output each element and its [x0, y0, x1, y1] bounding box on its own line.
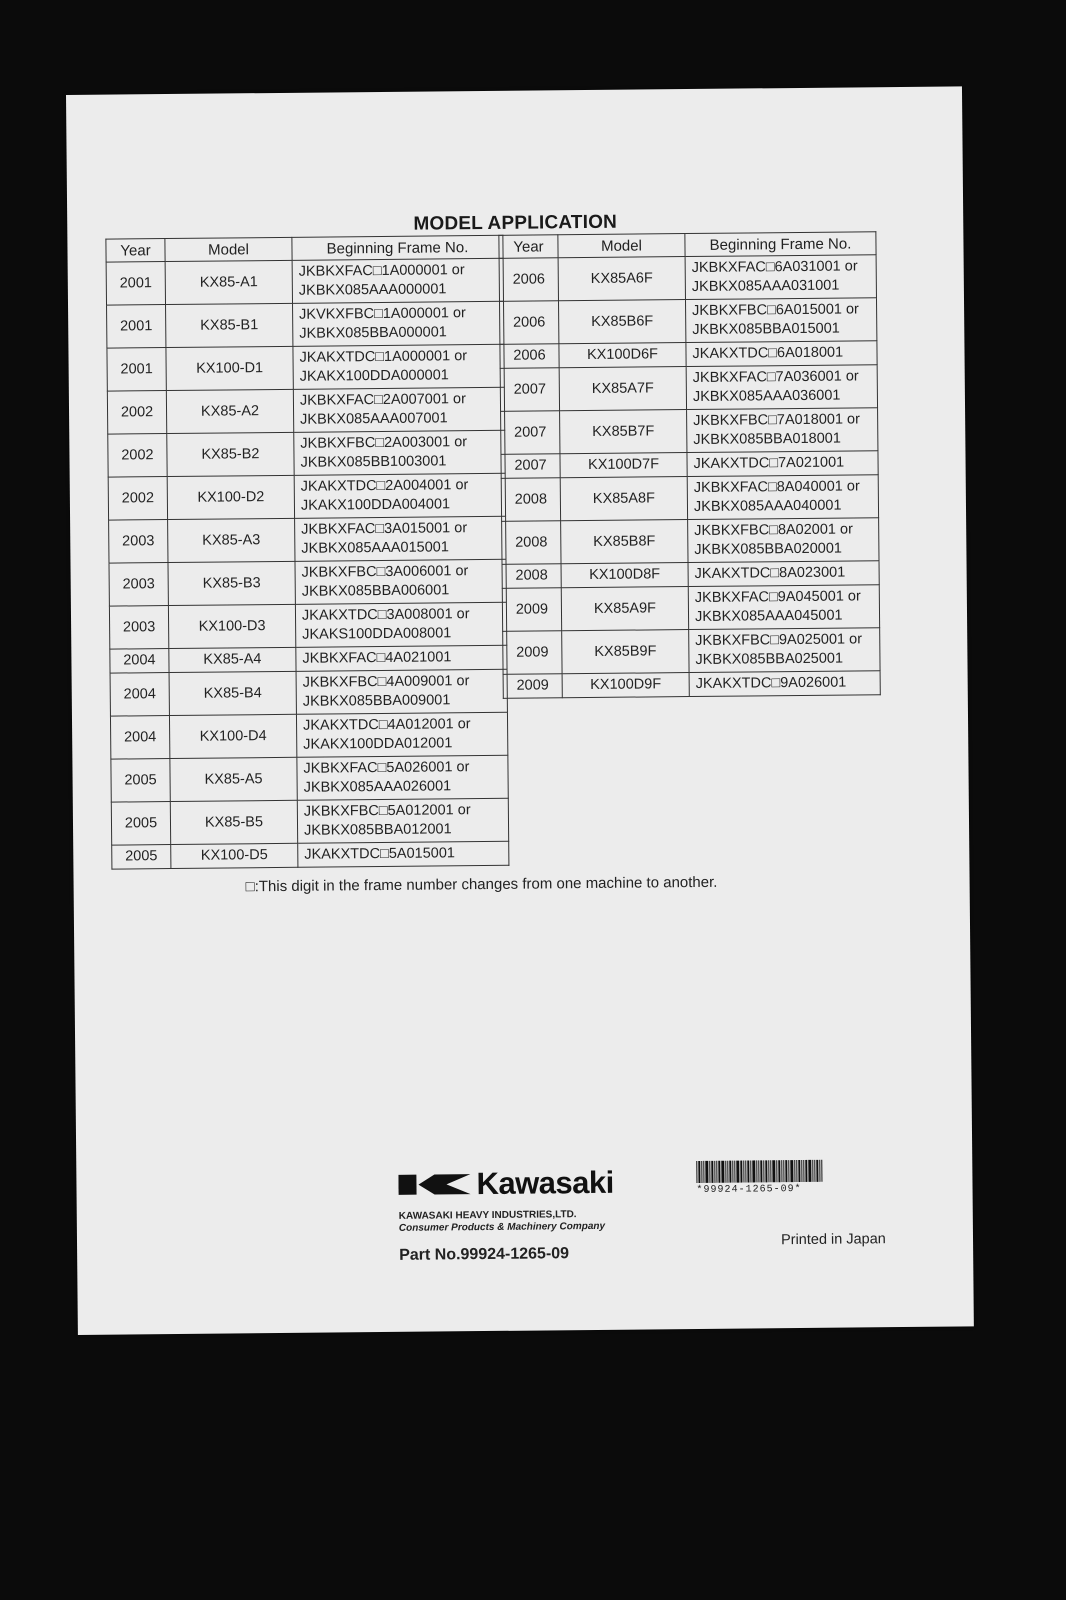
frame-number-line: JKBKX085BBA025001 — [695, 650, 844, 668]
cell-year: 2004 — [110, 716, 169, 760]
cell-year: 2006 — [499, 258, 558, 302]
cell-year: 2008 — [501, 478, 560, 522]
barcode-bar — [750, 1160, 751, 1182]
cell-model: KX100-D5 — [171, 843, 298, 868]
barcode-bar — [729, 1161, 731, 1183]
barcode-bar — [763, 1160, 764, 1182]
barcode-bar — [736, 1161, 739, 1183]
cell-year: 2004 — [110, 649, 169, 674]
table-row — [109, 559, 506, 606]
table-row — [107, 301, 504, 348]
frame-number-line: JKBKX085BBA009001 — [302, 692, 451, 710]
cell-year: 2002 — [108, 434, 167, 478]
cell-model: KX85B6F — [558, 300, 685, 344]
cell-model: KX85-A4 — [169, 647, 296, 672]
frame-number-line: JKBKX085BBA000001 — [299, 324, 447, 342]
cell-model: KX85-A2 — [166, 389, 293, 433]
table-row — [501, 408, 878, 455]
cell-frame-number — [298, 841, 509, 867]
company-name: KAWASAKI HEAVY INDUSTRIES,LTD. — [398, 1209, 577, 1222]
frame-number-line: JKAKXTDC□8A023001 — [694, 564, 846, 582]
cell-frame-number — [296, 712, 507, 757]
cell-year: 2007 — [501, 454, 560, 479]
barcode-bar — [783, 1160, 784, 1182]
barcode-bar — [756, 1160, 757, 1182]
table-row — [109, 516, 506, 563]
cell-frame-number — [292, 258, 503, 303]
cell-model: KX85-B3 — [168, 561, 295, 605]
barcode-bar — [703, 1161, 704, 1183]
frame-number-line: JKBKX085BBA020001 — [694, 540, 842, 558]
footnote: □:This digit in the frame number changes from one machine to another. — [245, 873, 718, 896]
cell-year: 2001 — [107, 305, 166, 349]
cell-model: KX100-D1 — [166, 346, 293, 390]
frame-number-line: JKBKXFBC□3A006001 or — [301, 563, 469, 581]
table-row — [500, 298, 877, 345]
barcode-bar — [732, 1161, 733, 1183]
barcode-bar — [696, 1161, 697, 1183]
table-row — [502, 561, 879, 589]
cell-year: 2005 — [111, 759, 170, 803]
cell-model: KX85B7F — [560, 410, 687, 454]
table-row — [499, 255, 876, 302]
barcode-bar — [765, 1160, 767, 1182]
frame-number-line: JKBKXFAC□4A021001 — [302, 649, 452, 667]
cell-year: 2005 — [111, 802, 170, 846]
header-frame: Beginning Frame No. — [685, 232, 876, 257]
frame-number-line: JKBKXFBC□5A012001 or — [303, 802, 471, 820]
table-row — [107, 387, 504, 434]
cell-model: KX85-B4 — [169, 671, 296, 715]
cell-model: KX100D9F — [562, 673, 689, 698]
frame-number-line: JKBKX085AAA031001 — [691, 277, 840, 296]
cell-year: 2002 — [108, 477, 167, 521]
barcode-bar — [808, 1160, 811, 1182]
barcode-bar — [701, 1161, 702, 1183]
barcode-bar — [781, 1160, 782, 1182]
cell-model: KX85A8F — [560, 477, 687, 521]
barcode-bar — [801, 1160, 802, 1182]
barcode-bar — [803, 1160, 804, 1182]
barcode-bar — [734, 1161, 735, 1183]
header-model: Model — [558, 234, 685, 258]
cell-year: 2003 — [109, 563, 168, 607]
cell-frame-number — [297, 798, 508, 843]
cell-model: KX85-B1 — [166, 303, 293, 347]
frame-number-line: JKBKX085AAA045001 — [694, 607, 843, 625]
frame-number-line: JKBKX085AAA036001 — [692, 387, 841, 405]
frame-number-line: JKBKXFAC□8A040001 or — [693, 478, 860, 496]
frame-number-line: JKAKX100DDA000001 — [299, 367, 449, 385]
barcode-bar — [814, 1160, 815, 1182]
barcode-bar — [760, 1160, 762, 1182]
barcode-bar — [721, 1161, 724, 1183]
cell-year: 2008 — [502, 521, 561, 565]
table-row — [502, 585, 879, 632]
table-row — [111, 755, 508, 802]
brand-name: Kawasaki — [476, 1164, 614, 1202]
barcode-bar — [758, 1160, 759, 1182]
barcode-text: *99924-1265-09* — [696, 1183, 802, 1196]
header-frame: Beginning Frame No. — [292, 235, 503, 260]
frame-number-line: JKAKXTDC□2A004001 or — [300, 477, 469, 495]
barcode-bar — [711, 1161, 713, 1183]
cell-model: KX85-A5 — [170, 757, 297, 801]
barcode-bar — [770, 1160, 771, 1182]
barcode — [696, 1159, 876, 1196]
cell-frame-number — [293, 387, 504, 432]
cell-year: 2001 — [106, 262, 165, 306]
cell-year: 2006 — [500, 344, 559, 369]
barcode-bar — [714, 1161, 715, 1183]
model-table-right — [498, 231, 880, 699]
cell-model: KX100D7F — [560, 453, 687, 478]
cell-frame-number — [689, 671, 880, 697]
table-row — [106, 258, 503, 305]
barcode-bar — [772, 1160, 775, 1182]
barcode-bar — [812, 1160, 813, 1182]
cell-year: 2009 — [503, 631, 562, 675]
cell-frame-number — [296, 669, 507, 714]
barcode-bar — [790, 1160, 793, 1182]
frame-number-line: JKBKX085BBA006001 — [301, 582, 450, 600]
frame-number-line: JKBKX085AAA015001 — [301, 539, 449, 557]
barcode-bar — [805, 1160, 807, 1182]
table-row — [110, 669, 507, 716]
frame-number-line: JKBKXFBC□9A025001 or — [695, 631, 863, 649]
cell-year: 2005 — [112, 845, 171, 870]
company-division: Consumer Products & Machinery Company — [398, 1220, 606, 1234]
barcode-bar — [709, 1161, 710, 1183]
frame-number-line: JKBKXFBC□8A02001 or — [694, 521, 853, 539]
frame-number-line: JKAKX100DDA012001 — [303, 735, 453, 753]
cell-model: KX85B9F — [562, 630, 689, 674]
right-table-body — [499, 255, 880, 699]
table-row — [108, 430, 505, 477]
cell-frame-number — [293, 301, 504, 346]
cell-frame-number — [685, 255, 876, 300]
cell-year: 2003 — [109, 520, 168, 564]
barcode-bar — [745, 1161, 746, 1183]
table-row — [500, 341, 877, 369]
cell-year: 2006 — [500, 301, 559, 345]
cell-year: 2002 — [107, 391, 166, 435]
barcode-bar — [705, 1161, 708, 1183]
cell-model: KX85-A3 — [168, 518, 295, 562]
frame-number-line: JKBKX085AAA026001 — [303, 778, 452, 796]
frame-number-line: JKBKXFAC□7A036001 or — [692, 368, 859, 386]
cell-frame-number — [685, 298, 876, 343]
cell-frame-number — [296, 645, 507, 671]
frame-number-line: JKBKXFAC□3A015001 or — [301, 520, 468, 538]
kawasaki-river-mark-icon — [398, 1171, 470, 1198]
cell-year: 2008 — [502, 564, 561, 589]
frame-number-line: JKAKS100DDA008001 — [302, 625, 452, 643]
cell-frame-number — [687, 408, 878, 453]
frame-number-line: JKAKXTDC□6A018001 — [692, 344, 844, 362]
cell-model: KX85-B2 — [167, 432, 294, 476]
table-row — [500, 365, 877, 412]
barcode-bar — [740, 1161, 742, 1183]
cell-frame-number — [295, 516, 506, 561]
barcode-bar — [778, 1160, 780, 1182]
frame-number-line: JKBKXFAC□9A045001 or — [694, 588, 861, 606]
frame-number-line: JKBKX085BBA012001 — [303, 821, 452, 839]
cell-year: 2004 — [110, 673, 169, 717]
cell-frame-number — [686, 365, 877, 410]
frame-number-line: JKBKX085AAA007001 — [300, 410, 448, 428]
cell-frame-number — [687, 451, 878, 477]
frame-number-line: JKAKXTDC□5A015001 — [304, 845, 455, 863]
frame-number-line: JKBKXFBC□7A018001 or — [693, 411, 860, 429]
company-block — [399, 1209, 605, 1235]
frame-number-line: JKAKXTDC□9A026001 — [695, 674, 847, 692]
cell-model: KX100-D3 — [168, 604, 295, 648]
barcode-bar — [727, 1161, 728, 1183]
cell-year: 2003 — [109, 606, 168, 650]
printed-in: Printed in Japan — [780, 1231, 886, 1249]
cell-frame-number — [297, 755, 508, 800]
cell-frame-number — [294, 430, 505, 475]
frame-number-line: JKBKX085BB1003001 — [300, 453, 447, 471]
cell-year: 2009 — [503, 674, 562, 699]
table-row — [111, 798, 508, 845]
table-row — [108, 473, 505, 520]
table-row — [502, 518, 879, 565]
cell-model: KX85B8F — [561, 520, 688, 564]
cell-frame-number — [294, 473, 505, 518]
barcode-bar — [796, 1160, 797, 1182]
header-year: Year — [499, 235, 558, 259]
page-title: MODEL APPLICATION — [413, 211, 618, 235]
frame-number-line: JKAKX100DDA004001 — [300, 496, 451, 514]
frame-number-line: JKBKXFAC□1A000001 or — [298, 262, 465, 280]
barcode-bar — [718, 1161, 720, 1183]
barcode-bar — [768, 1160, 769, 1182]
table-row — [112, 841, 509, 869]
left-table-body — [106, 258, 509, 869]
barcode-bar — [716, 1161, 717, 1183]
cell-frame-number — [686, 341, 877, 367]
table-row — [503, 628, 880, 675]
cell-frame-number — [688, 561, 879, 587]
cell-model: KX100D6F — [559, 343, 686, 368]
manual-back-cover — [66, 86, 974, 1335]
frame-number-line: JKBKX085AAA040001 — [693, 497, 842, 515]
barcode-bar — [788, 1160, 789, 1182]
part-number: Part No.99924-1265-09 — [399, 1245, 570, 1264]
barcode-bar — [743, 1161, 744, 1183]
cell-model: KX85A7F — [559, 367, 686, 411]
cell-model: KX85-B5 — [170, 800, 297, 844]
barcode-bar — [725, 1161, 726, 1183]
cell-frame-number — [688, 585, 879, 630]
barcode-bar — [698, 1161, 700, 1183]
cell-frame-number — [295, 559, 506, 604]
frame-number-line: JKBKXFBC□6A015001 or — [692, 301, 859, 319]
table-row — [501, 475, 878, 522]
header-year: Year — [106, 239, 165, 263]
cell-frame-number — [688, 518, 879, 563]
frame-number-line: JKBKXFAC□6A031001 or — [691, 258, 858, 277]
frame-number-line: JKBKX085BBA015001 — [692, 320, 840, 338]
cell-year: 2001 — [107, 348, 166, 392]
barcode-bar — [752, 1160, 755, 1182]
cell-model: KX100-D2 — [167, 475, 294, 519]
barcode-bar — [785, 1160, 787, 1182]
frame-number-line: JKVKXFBC□1A000001 or — [299, 305, 466, 323]
model-table-left — [105, 235, 509, 870]
cell-model: KX100D8F — [561, 563, 688, 588]
cell-year: 2009 — [502, 588, 561, 632]
frame-number-line: JKAKXTDC□4A012001 or — [302, 716, 471, 734]
barcode-bar — [821, 1160, 822, 1182]
barcode-bar — [816, 1160, 818, 1182]
frame-number-line: JKBKX085AAA000001 — [298, 281, 447, 299]
barcode-bar — [747, 1160, 749, 1182]
frame-number-line: JKBKX085BBA018001 — [693, 430, 841, 448]
barcode-bar — [776, 1160, 777, 1182]
barcode-bars-icon — [696, 1159, 876, 1183]
frame-number-line: JKAKXTDC□1A000001 or — [299, 348, 468, 366]
table-row — [110, 712, 507, 759]
cell-year: 2007 — [501, 411, 560, 455]
header-model: Model — [165, 237, 292, 261]
frame-number-line: JKBKXFAC□5A026001 or — [303, 759, 470, 777]
table-row — [107, 344, 504, 391]
cell-model: KX85A6F — [558, 257, 685, 301]
cell-frame-number — [295, 602, 506, 647]
frame-number-line: JKBKXFBC□2A003001 or — [300, 434, 468, 452]
cell-model: KX100-D4 — [169, 714, 296, 758]
table-row — [501, 451, 878, 479]
cell-frame-number — [687, 475, 878, 520]
kawasaki-logo — [398, 1165, 614, 1203]
barcode-bar — [798, 1160, 800, 1182]
cell-year: 2007 — [500, 368, 559, 412]
frame-number-line: JKAKXTDC□7A021001 — [693, 454, 845, 472]
frame-number-line: JKBKXFAC□2A007001 or — [299, 391, 466, 409]
cell-frame-number — [689, 628, 880, 673]
frame-number-line: JKBKXFBC□4A009001 or — [302, 673, 470, 691]
frame-number-line: JKAKXTDC□3A008001 or — [301, 606, 470, 624]
table-row — [503, 671, 880, 699]
barcode-bar — [819, 1160, 820, 1182]
cell-model: KX85-A1 — [165, 260, 292, 304]
cell-frame-number — [293, 344, 504, 389]
barcode-bar — [794, 1160, 795, 1182]
cell-model: KX85A9F — [561, 587, 688, 631]
table-row — [109, 602, 506, 649]
